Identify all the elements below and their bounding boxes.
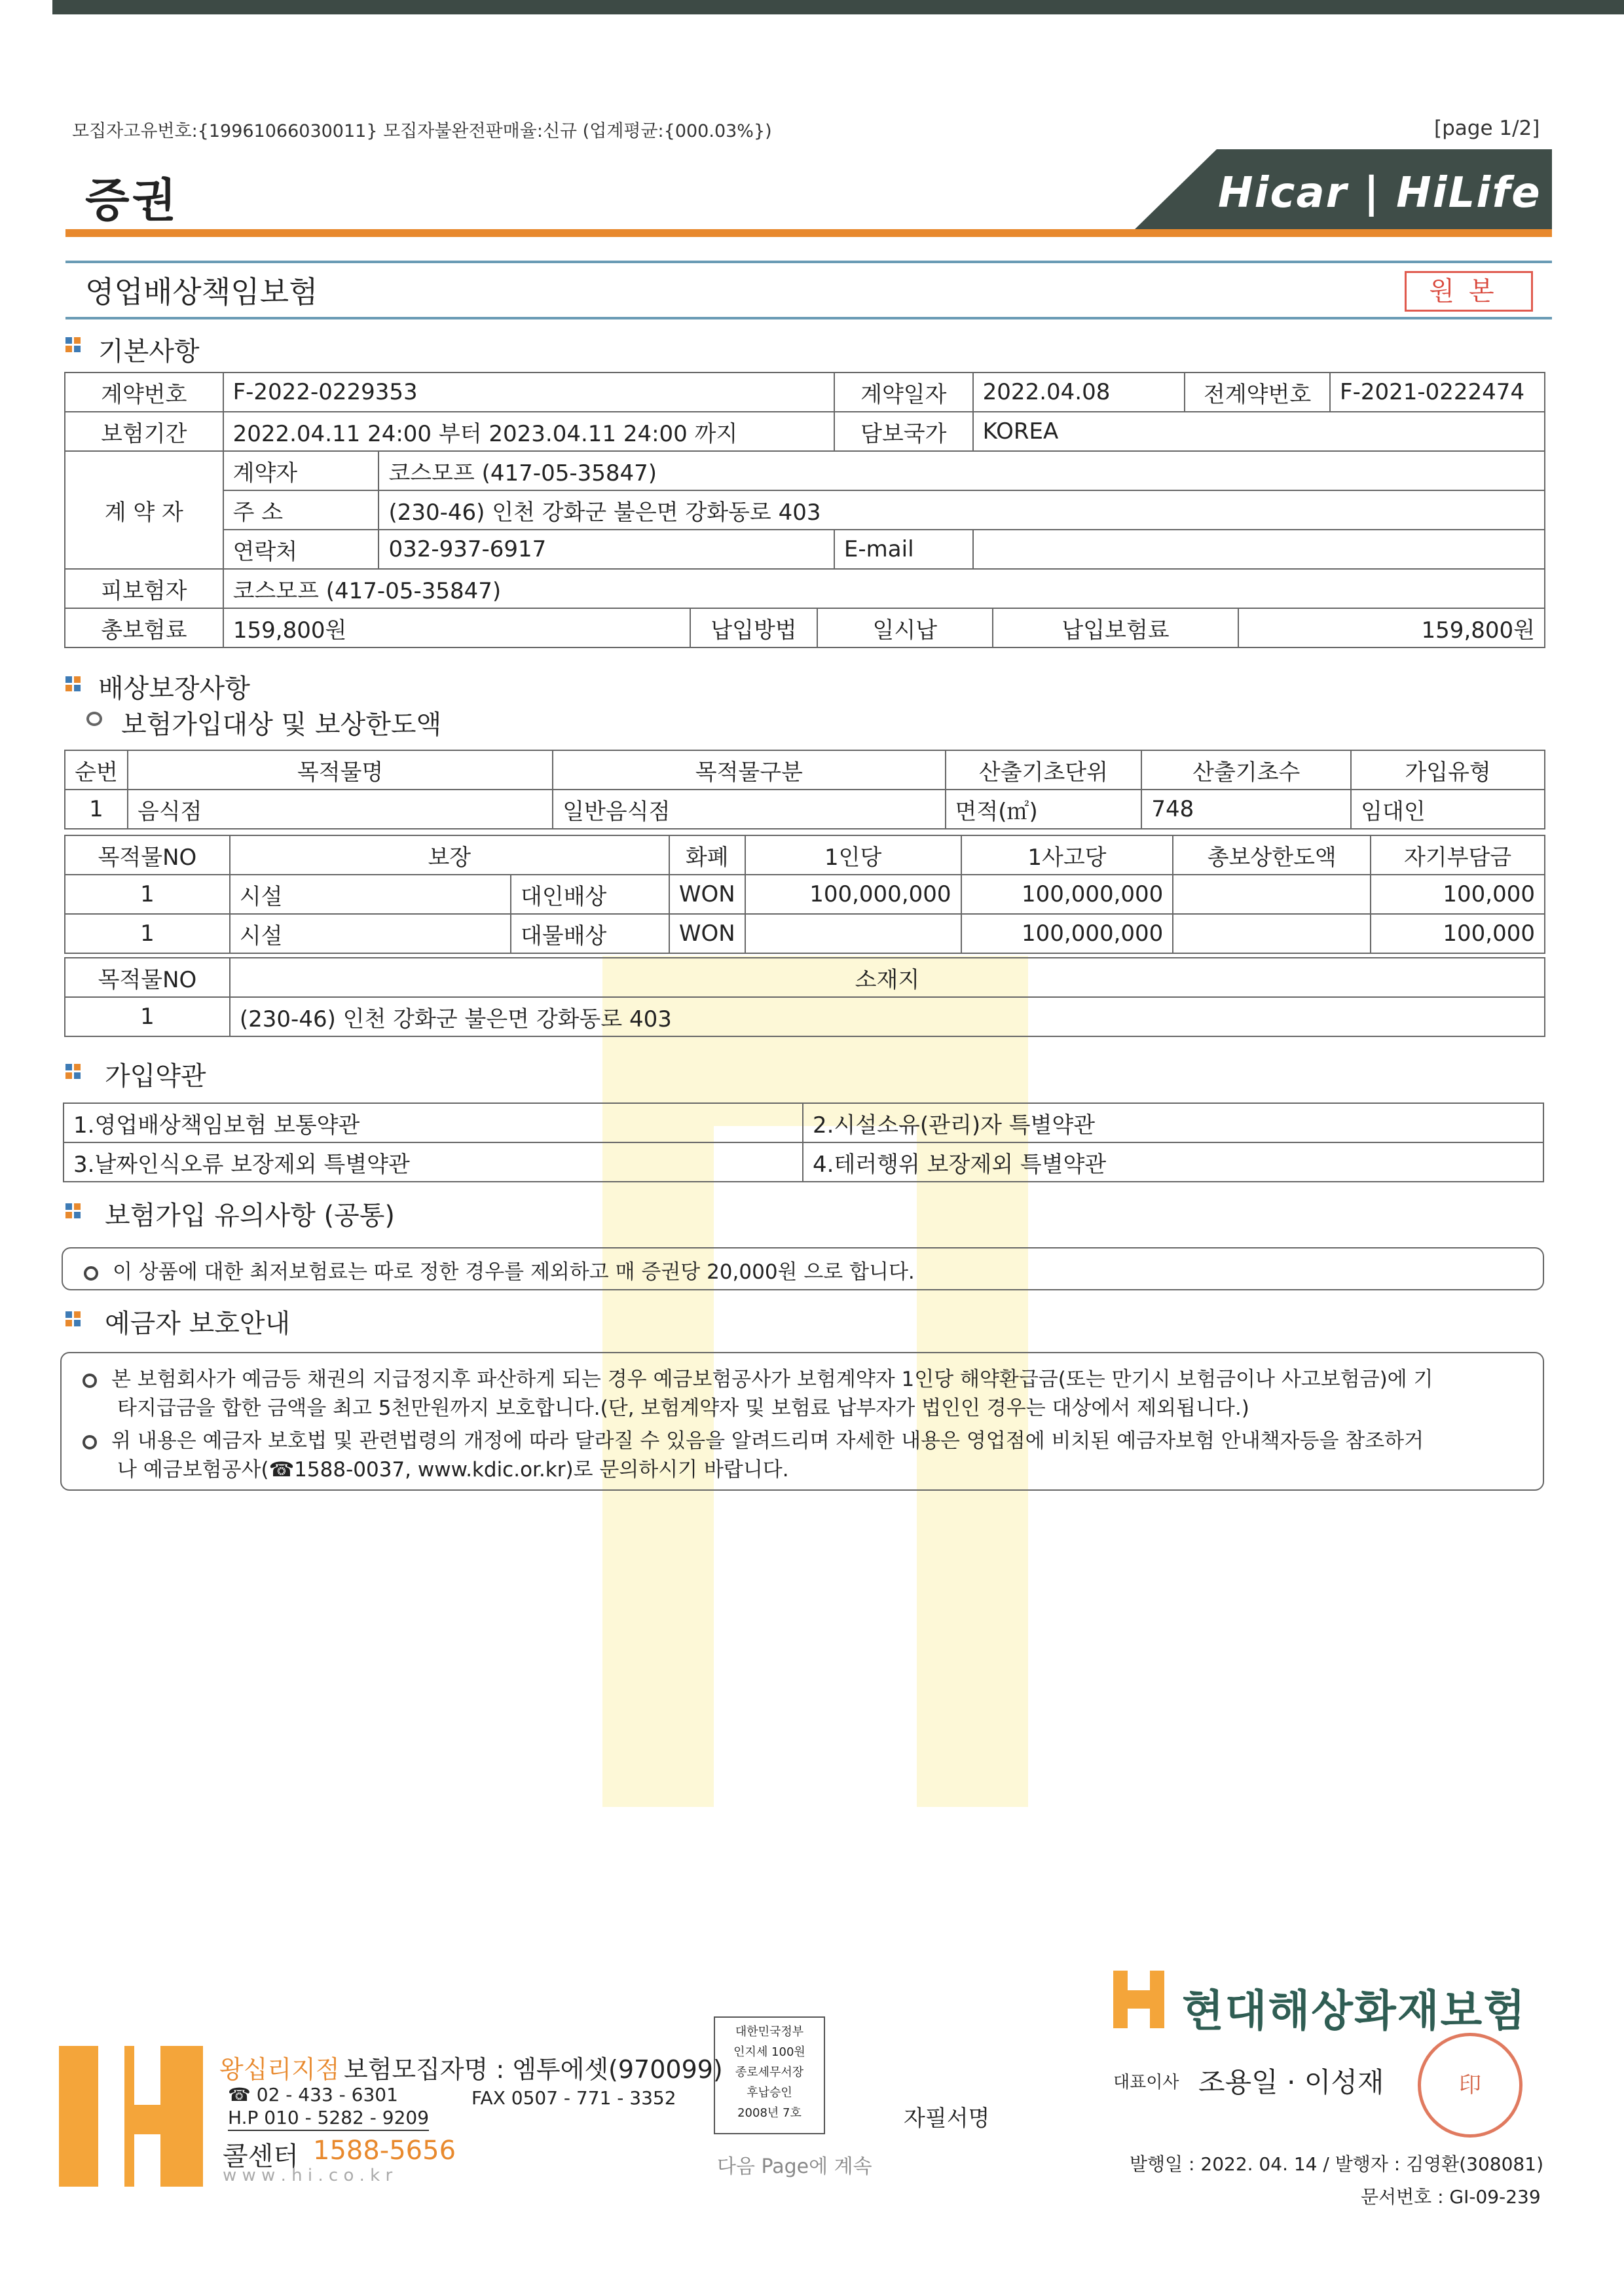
caution-box xyxy=(62,1247,1544,1290)
cell: 100,000 xyxy=(1371,875,1545,914)
col-header: 산출기초단위 xyxy=(946,750,1142,790)
premium-label: 총보험료 xyxy=(65,608,223,647)
website: w w w . h i . c o . k r xyxy=(223,2166,393,2185)
agent-hp: H.P 010 - 5282 - 9209 xyxy=(228,2107,429,2131)
contract-no: F-2022-0229353 xyxy=(223,373,834,412)
col-header: 1인당 xyxy=(745,835,961,875)
cell: 100,000,000 xyxy=(745,875,961,914)
cell: 일반음식점 xyxy=(553,790,945,829)
coverage-table xyxy=(64,835,1545,954)
call-center-label: 콜센터 xyxy=(223,2141,299,2172)
company-name: 현대해상화재보험 xyxy=(1182,1986,1527,2036)
cell xyxy=(1173,875,1371,914)
col-header: 목적물NO xyxy=(65,958,230,997)
term-item: 4.테러행위 보장제외 특별약관 xyxy=(803,1142,1543,1182)
depositor-line xyxy=(83,1362,1433,1392)
email xyxy=(973,530,1545,569)
top-border xyxy=(52,0,1624,14)
location-table xyxy=(64,957,1545,1037)
cell xyxy=(1173,914,1371,953)
agent-fax: FAX 0507 - 771 - 3352 xyxy=(471,2087,676,2109)
address-label: 주 소 xyxy=(223,490,379,530)
table-row xyxy=(65,790,1545,829)
sub-section-icon xyxy=(86,712,102,726)
continued-note: 다음 Page에 계속 xyxy=(717,2155,872,2178)
email-label: E-mail xyxy=(834,530,973,569)
depositor-text: 타지급금을 합한 금액을 최고 5천만원까지 보호합니다.(단, 보험계약자 및 보험료 납부자가 법인인 경우는 대상에서 제외됩니다.) xyxy=(117,1396,1249,1420)
sub-title-coverage: 보험가입대상 및 보상한도액 xyxy=(121,710,442,740)
cell: 100,000,000 xyxy=(961,914,1173,953)
cell: 면적(㎡) xyxy=(946,790,1142,829)
depositor-text: 위 내용은 예금자 보호법 및 관련법령의 개정에 따라 달라질 수 있음을 알려드리며 자세한 내용은 영업점에 비치된 예금자보험 안내책자등을 참조하거 xyxy=(111,1429,1424,1453)
premium-table xyxy=(64,608,1545,648)
original-stamp: 원본 xyxy=(1405,271,1533,312)
paid-label: 납입보험료 xyxy=(993,608,1239,647)
table-row xyxy=(65,914,1545,953)
cell: 시설 xyxy=(230,875,511,914)
period: 2022.04.11 24:00 부터 2023.04.11 24:00 까지 xyxy=(223,412,834,451)
bullet-icon xyxy=(83,1374,97,1388)
col-header: 목적물명 xyxy=(128,750,553,790)
cell: 대물배상 xyxy=(511,914,669,953)
product-title: 영업배상책임보험 xyxy=(85,274,318,310)
col-header: 소재지 xyxy=(230,958,1545,997)
section-icon xyxy=(65,1203,81,1219)
address: (230-46) 인천 강화군 불은면 강화동로 403 xyxy=(378,490,1545,530)
h-logo-cut xyxy=(134,2134,160,2187)
document-number: 문서번호 : GI-09-239 xyxy=(1361,2186,1541,2208)
section-icon xyxy=(65,1064,81,1080)
h-logo-cut xyxy=(134,2046,160,2105)
agent-tel: ☎ 02 - 433 - 6301 xyxy=(228,2084,398,2105)
ceo-label: 대표이사 xyxy=(1113,2073,1179,2092)
bullet-icon xyxy=(83,1435,97,1449)
page-number: [page 1/2] xyxy=(1434,117,1540,140)
cell: 748 xyxy=(1141,790,1351,829)
tax-line: 인지세 100원 xyxy=(733,2045,805,2059)
cell: 음식점 xyxy=(128,790,553,829)
tax-line: 2008년 7호 xyxy=(737,2106,802,2120)
section-title-basic: 기본사항 xyxy=(98,337,200,367)
terms-table xyxy=(63,1102,1544,1182)
period-label: 보험기간 xyxy=(65,412,223,451)
company-h-cut xyxy=(1128,2009,1150,2028)
col-header: 화폐 xyxy=(669,835,745,875)
term-item: 2.시설소유(관리)자 특별약관 xyxy=(803,1103,1543,1142)
agent-info: 모집자고유번호:{19961066030011} 모집자불완전판매율:신규 (업계평균:{000.03%}) xyxy=(72,121,772,141)
country: KOREA xyxy=(973,412,1545,451)
pay-method: 일시납 xyxy=(817,608,993,647)
cell: 100,000,000 xyxy=(961,875,1173,914)
header-rule xyxy=(65,229,1139,237)
contract-no-label: 계약번호 xyxy=(65,373,223,412)
col-header: 보장 xyxy=(230,835,669,875)
branch-name: 왕십리지점 xyxy=(219,2055,340,2084)
contractor: 코스모프 (417-05-35847) xyxy=(378,451,1545,490)
h-logo-cut xyxy=(98,2046,124,2187)
premium: 159,800원 xyxy=(223,608,690,647)
contractor-label: 계약자 xyxy=(223,451,379,490)
depositor-line xyxy=(83,1424,1424,1453)
contractor-group-label: 계 약 자 xyxy=(65,451,223,569)
term-item: 1.영업배상책임보험 보통약관 xyxy=(64,1103,803,1142)
caution-text: 이 상품에 대한 최저보험료는 따로 정한 경우를 제외하고 매 증권당 20,000원 으로 합니다. xyxy=(113,1260,915,1284)
phone-label: 연락처 xyxy=(223,530,379,569)
col-header: 가입유형 xyxy=(1351,750,1545,790)
agent-name: 보험모집자명 : 엠투에셋(970099) xyxy=(344,2055,723,2084)
depositor-box xyxy=(60,1352,1544,1491)
contract-date: 2022.04.08 xyxy=(973,373,1185,412)
cell: 1 xyxy=(65,997,230,1036)
depositor-text: 본 보험회사가 예금등 채권의 지급정지후 파산하게 되는 경우 예금보험공사가 보험계약자 1인당 해약환급금(또는 만기시 보험금이나 사고보험금)에 기 xyxy=(111,1368,1433,1391)
cell: 1 xyxy=(65,875,230,914)
insured-label: 피보험자 xyxy=(65,569,223,608)
section-icon xyxy=(65,337,81,353)
cell: 시설 xyxy=(230,914,511,953)
cell xyxy=(745,914,961,953)
term-item: 3.날짜인식오류 보장제외 특별약관 xyxy=(64,1142,803,1182)
col-header: 1사고당 xyxy=(961,835,1173,875)
object-table xyxy=(64,750,1545,829)
col-header: 목적물구분 xyxy=(553,750,945,790)
revenue-stamp-box xyxy=(714,2016,825,2134)
table-row xyxy=(65,875,1545,914)
cell: (230-46) 인천 강화군 불은면 강화동로 403 xyxy=(230,997,1545,1036)
brand-logo: Hicar | HiLife xyxy=(1218,169,1541,217)
ceo-names: 조용일 · 이성재 xyxy=(1198,2066,1384,2098)
cell: WON xyxy=(669,914,745,953)
table-row xyxy=(65,997,1545,1036)
section-icon xyxy=(65,676,81,692)
cell: 임대인 xyxy=(1351,790,1545,829)
col-header: 순번 xyxy=(65,750,128,790)
cell: WON xyxy=(669,875,745,914)
col-header: 산출기초수 xyxy=(1141,750,1351,790)
company-seal: 印 xyxy=(1418,2033,1522,2138)
cell: 100,000 xyxy=(1371,914,1545,953)
col-header: 목적물NO xyxy=(65,835,230,875)
call-center-number: 1588-5656 xyxy=(313,2136,456,2166)
signature-label: 자필서명 xyxy=(904,2105,990,2132)
cell: 1 xyxy=(65,790,128,829)
insured: 코스모프 (417-05-35847) xyxy=(223,569,1545,608)
caution-line xyxy=(84,1255,915,1285)
prev-no-label: 전계약번호 xyxy=(1185,373,1330,412)
prev-no: F-2021-0222474 xyxy=(1330,373,1545,412)
bullet-icon xyxy=(84,1266,98,1281)
basic-table xyxy=(64,372,1545,609)
depositor-text: 나 예금보험공사(☎1588-0037, www.kdic.or.kr)로 문의하시기 바랍니다. xyxy=(117,1458,789,1482)
pay-method-label: 납입방법 xyxy=(690,608,817,647)
tax-line: 대한민국정부 xyxy=(735,2025,804,2039)
cell: 대인배상 xyxy=(511,875,669,914)
cell: 1 xyxy=(65,914,230,953)
section-title-coverage: 배상보장사항 xyxy=(98,674,250,704)
section-title-caution: 보험가입 유의사항 (공통) xyxy=(105,1201,396,1231)
h-logo xyxy=(59,2046,203,2187)
contract-date-label: 계약일자 xyxy=(834,373,973,412)
country-label: 담보국가 xyxy=(834,412,973,451)
section-title-depositor: 예금자 보호안내 xyxy=(105,1309,291,1339)
phone: 032-937-6917 xyxy=(378,530,834,569)
company-h-cut xyxy=(1128,1971,1150,1990)
section-title-terms: 가입약관 xyxy=(105,1061,206,1091)
section-icon xyxy=(65,1311,81,1327)
header-rule-right xyxy=(1133,229,1552,237)
col-header: 자기부담금 xyxy=(1371,835,1545,875)
paid-amount: 159,800원 xyxy=(1238,608,1545,647)
col-header: 총보상한도액 xyxy=(1173,835,1371,875)
tax-line: 종로세무서장 xyxy=(735,2066,804,2079)
page-title: 증권 xyxy=(85,173,179,227)
issue-info: 발행일 : 2022. 04. 14 / 발행자 : 김영환(308081) xyxy=(1130,2153,1543,2175)
tax-line: 후납승인 xyxy=(747,2086,792,2100)
